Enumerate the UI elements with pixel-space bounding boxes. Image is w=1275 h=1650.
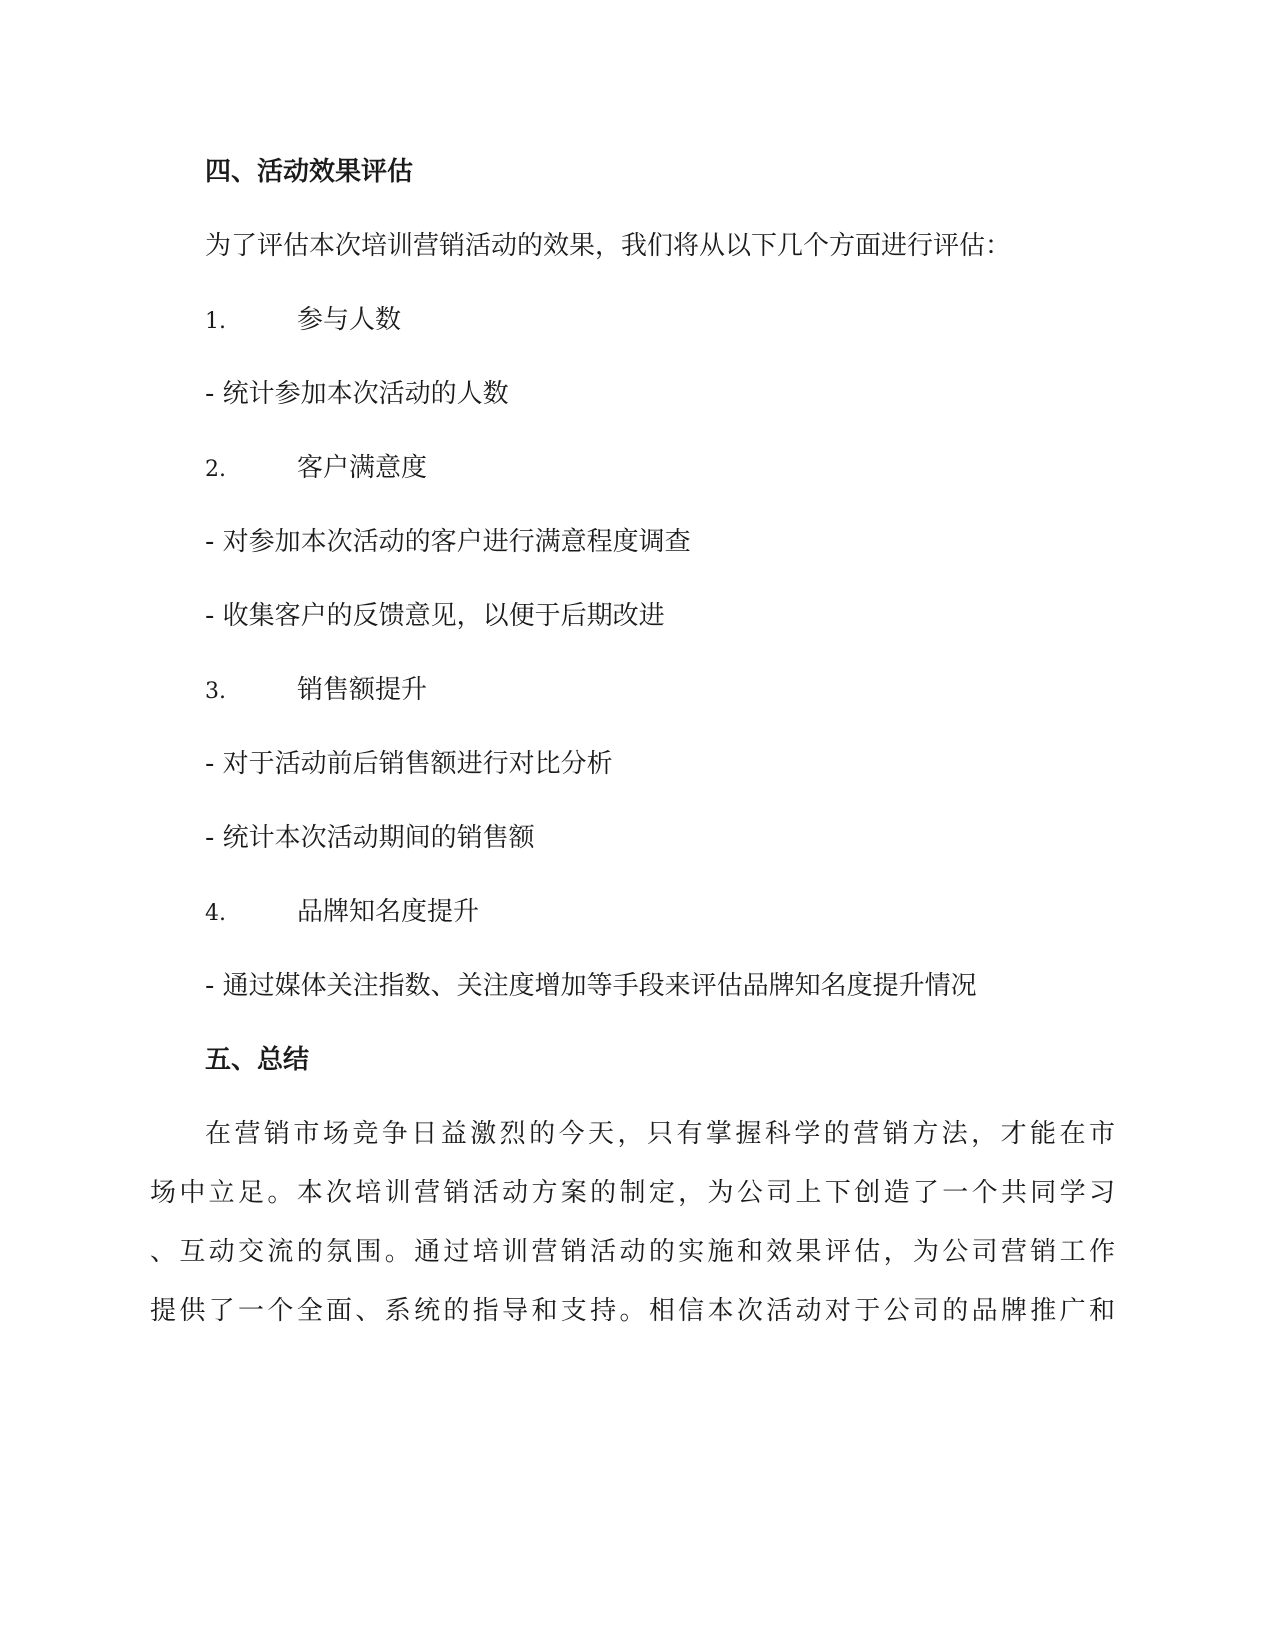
summary-paragraph-line: 在营销市场竞争日益激烈的今天，只有掌握科学的营销方法，才能在市 [205, 1119, 1115, 1149]
list-item-number: 3. [205, 679, 226, 704]
list-item-title: 销售额提升 [297, 675, 428, 705]
bullet-line: - 收集客户的反馈意见，以便于后期改进 [205, 601, 665, 631]
list-item-title: 品牌知名度提升 [297, 897, 480, 927]
summary-paragraph-line: 提供了一个全面、系统的指导和支持。相信本次活动对于公司的品牌推广和 [150, 1296, 1115, 1326]
bullet-line: - 通过媒体关注指数、关注度增加等手段来评估品牌知名度提升情况 [205, 971, 977, 1001]
list-item [205, 451, 427, 487]
section-heading-evaluation: 四、活动效果评估 [205, 157, 414, 187]
bullet-line: - 对参加本次活动的客户进行满意程度调查 [205, 527, 691, 557]
list-item-number: 2. [205, 457, 226, 482]
list-item [205, 673, 427, 709]
section-intro: 为了评估本次培训营销活动的效果，我们将从以下几个方面进行评估： [205, 231, 1012, 261]
section-heading-summary: 五、总结 [205, 1045, 310, 1075]
bullet-line: - 统计本次活动期间的销售额 [205, 823, 535, 853]
list-item [205, 895, 479, 931]
list-item-number: 4. [205, 901, 226, 926]
list-item-number: 1. [205, 309, 226, 334]
summary-paragraph-line: 、互动交流的氛围。通过培训营销活动的实施和效果评估，为公司营销工作 [150, 1237, 1115, 1267]
bullet-line: - 统计参加本次活动的人数 [205, 379, 509, 409]
bullet-line: - 对于活动前后销售额进行对比分析 [205, 749, 613, 779]
summary-paragraph-line: 场中立足。本次培训营销活动方案的制定，为公司上下创造了一个共同学习 [150, 1178, 1115, 1208]
list-item-title: 客户满意度 [297, 453, 428, 483]
list-item-title: 参与人数 [297, 305, 402, 335]
list-item [205, 303, 401, 339]
